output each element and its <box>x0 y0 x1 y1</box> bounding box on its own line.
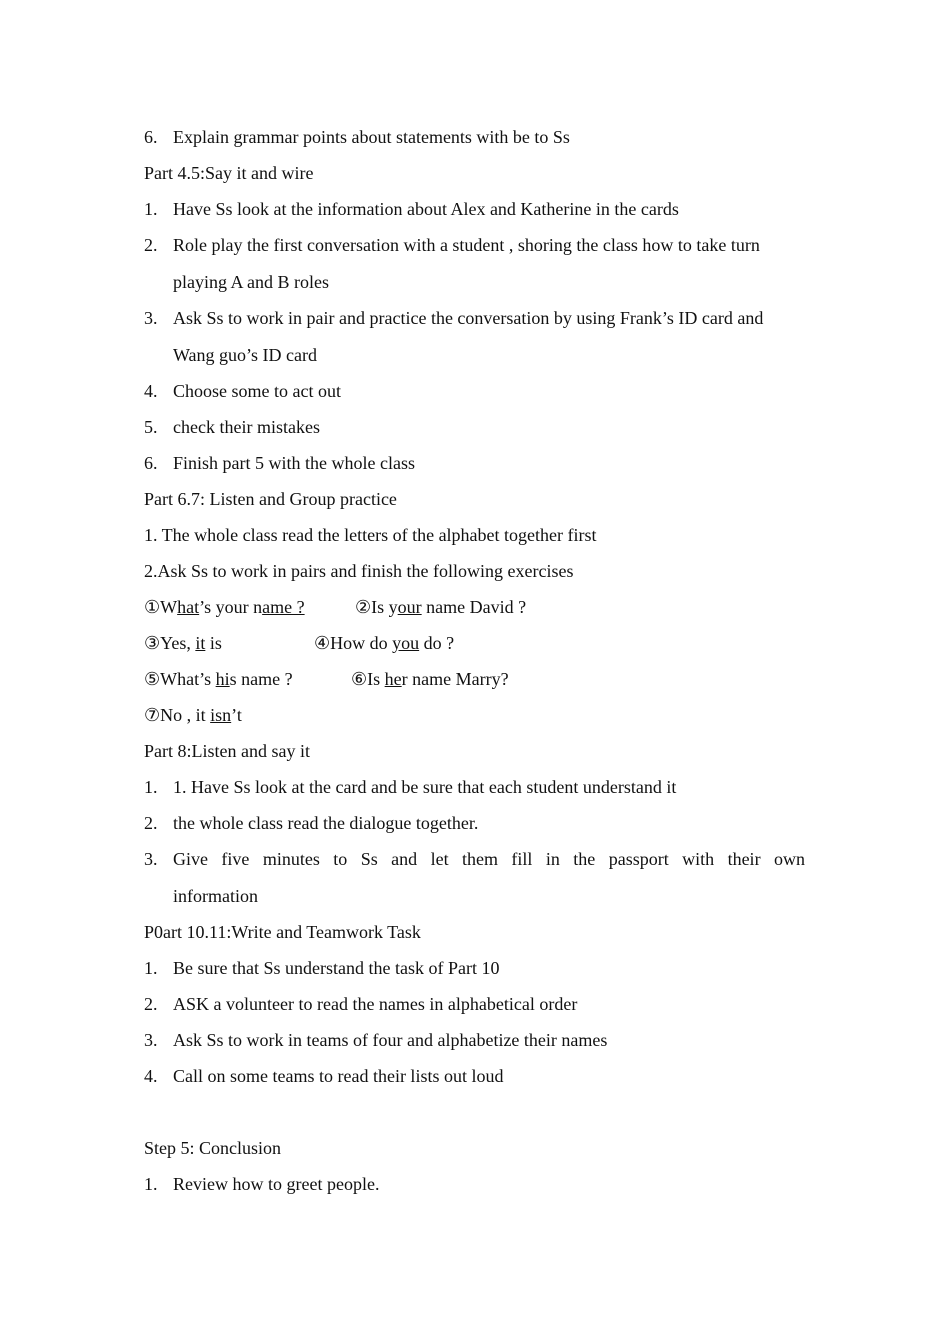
section-heading-part8: Part 8:Listen and say it <box>144 741 310 761</box>
list-item <box>144 776 676 798</box>
list-item <box>144 1173 379 1195</box>
list-item <box>144 416 320 438</box>
list-number: 3. <box>144 1030 158 1050</box>
list-text: Ask Ss to work in teams of four and alphabetize their names <box>173 1030 608 1050</box>
exercise-text: How do <box>330 633 393 653</box>
list-text: 1. Have Ss look at the card and be sure that each student understand it <box>173 777 677 797</box>
underlined-text: isn <box>210 705 232 725</box>
list-item <box>144 380 341 402</box>
list-number: 4. <box>144 381 158 401</box>
list-text: Call on some teams to read their lists out loud <box>173 1066 504 1086</box>
list-number: 1. <box>144 199 158 219</box>
list-item <box>144 812 478 834</box>
underlined-text: he <box>384 669 402 689</box>
underlined-text: hi <box>215 669 230 689</box>
section-heading-step5: Step 5: Conclusion <box>144 1138 282 1158</box>
underlined-text: it <box>195 633 206 653</box>
paragraph-line: 2.Ask Ss to work in pairs and finish the following exercises <box>144 561 574 581</box>
list-text: Be sure that Ss understand the task of Part 10 <box>173 958 500 978</box>
exercise-item <box>351 668 509 690</box>
circled-number: ⑦ <box>144 705 161 725</box>
exercise-item <box>355 596 526 618</box>
exercise-text: s name ? <box>229 669 293 689</box>
exercise-text: name David ? <box>421 597 527 617</box>
list-number: 1. <box>144 958 158 978</box>
list-item-continuation: playing A and B roles <box>173 272 329 292</box>
exercise-text: r name Marry? <box>401 669 509 689</box>
list-item <box>144 198 679 220</box>
list-item <box>144 957 499 979</box>
exercise-item <box>314 632 454 654</box>
exercise-text: ’t <box>231 705 242 725</box>
list-item <box>144 1065 503 1087</box>
underlined-text: you <box>392 633 420 653</box>
section-heading-part45: Part 4.5:Say it and wire <box>144 163 314 183</box>
circled-number: ⑥ <box>351 669 368 689</box>
circled-number: ① <box>144 597 161 617</box>
exercise-item <box>144 632 222 654</box>
exercise-item <box>144 668 293 690</box>
list-item <box>144 234 760 256</box>
underlined-text: ame ? <box>262 597 305 617</box>
list-number: 2. <box>144 235 158 255</box>
paragraph-line: 1. The whole class read the letters of the alphabet together first <box>144 525 597 545</box>
list-text-justified: Give five minutes to Ss and let them fill in the passport with their own <box>173 849 805 869</box>
list-number-only <box>144 848 173 870</box>
list-text: check their mistakes <box>173 417 320 437</box>
section-heading-part67: Part 6.7: Listen and Group practice <box>144 489 397 509</box>
exercise-text: Is y <box>371 597 398 617</box>
list-number: 3. <box>144 849 158 869</box>
exercise-item <box>144 704 242 726</box>
list-number: 6. <box>144 127 158 147</box>
list-item <box>144 307 763 329</box>
circled-number: ⑤ <box>144 669 161 689</box>
exercise-text: Yes, <box>160 633 196 653</box>
list-text: Finish part 5 with the whole class <box>173 453 415 473</box>
list-text: ASK a volunteer to read the names in alphabetical order <box>173 994 578 1014</box>
list-item <box>144 993 577 1015</box>
exercise-item <box>144 596 305 618</box>
underlined-text: hat <box>177 597 200 617</box>
section-heading-part1011: P0art 10.11:Write and Teamwork Task <box>144 922 421 942</box>
list-number: 2. <box>144 813 158 833</box>
list-text: the whole class read the dialogue together. <box>173 813 479 833</box>
list-number: 2. <box>144 994 158 1014</box>
exercise-text: No , it <box>160 705 211 725</box>
exercise-text: ’s your n <box>199 597 263 617</box>
list-text: Role play the first conversation with a student , shoring the class how to take turn <box>173 235 760 255</box>
list-number: 5. <box>144 417 158 437</box>
exercise-text: W <box>160 597 178 617</box>
list-item <box>144 1029 607 1051</box>
exercise-text: Is <box>367 669 385 689</box>
list-item <box>144 452 415 474</box>
underlined-text: our <box>397 597 422 617</box>
list-number: 6. <box>144 453 158 473</box>
circled-number: ④ <box>314 633 331 653</box>
list-number: 4. <box>144 1066 158 1086</box>
circled-number: ② <box>355 597 372 617</box>
circled-number: ③ <box>144 633 161 653</box>
list-item <box>144 126 570 148</box>
exercise-text: do ? <box>419 633 455 653</box>
list-item-continuation: information <box>173 886 258 906</box>
exercise-text: What’s <box>160 669 216 689</box>
list-item-continuation: Wang guo’s ID card <box>173 345 318 365</box>
list-number: 1. <box>144 1174 158 1194</box>
list-text: Choose some to act out <box>173 381 341 401</box>
list-number: 3. <box>144 308 158 328</box>
exercise-text: is <box>205 633 222 653</box>
list-number: 1. <box>144 777 158 797</box>
list-text: Ask Ss to work in pair and practice the conversation by using Frank’s ID card and <box>173 308 764 328</box>
list-text: Explain grammar points about statements with be to Ss <box>173 127 570 147</box>
list-text: Review how to greet people. <box>173 1174 380 1194</box>
list-text: Have Ss look at the information about Alex and Katherine in the cards <box>173 199 679 219</box>
